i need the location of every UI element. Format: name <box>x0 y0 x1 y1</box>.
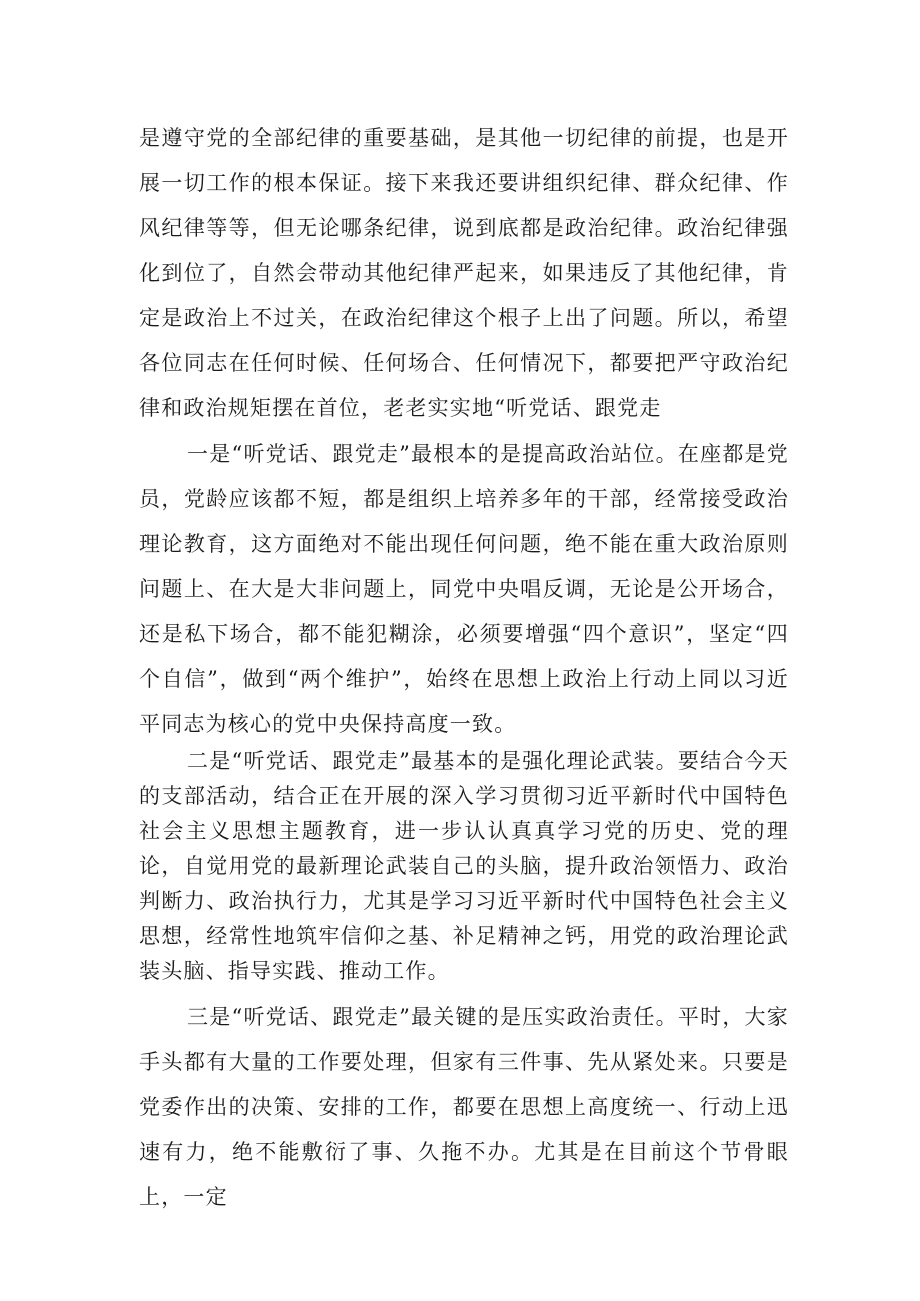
paragraph-discipline-foundation: 是遵守党的全部纪律的重要基础，是其他一切纪律的前提，也是开展一切工作的根本保证。接下来我还要讲组织纪律、群众纪律、作风纪律等等，但无论哪条纪律，说到底都是政治纪律。政治纪律强化到位了，自然会带动其他纪律严起来，如果违反了其他纪律，肯定是政治上不过关，在政治纪律这个根子上出了问题。所以，希望各位同志在任何时候、任何场合、任何情况下，都要把严守政治纪律和政治规矩摆在首位，老老实实地“听党话、跟党走 <box>139 126 789 420</box>
paragraph-political-responsibility: 三是“听党话、跟党走”最关键的是压实政治责任。平时，大家手头都有大量的工作要处理，但家有三件事、先从紧处来。只要是党委作出的决策、安排的工作，都要在思想上高度统一、行动上迅速有力，绝不能敷衍了事、久拖不办。尤其是在目前这个节骨眼上，一定 <box>139 1005 789 1209</box>
paragraph-theory-armament: 二是“听党话、跟党走”最基本的是强化理论武装。要结合今天的支部活动，结合正在开展的深入学习贯彻习近平新时代中国特色社会主义思想主题教育，进一步认认真真学习党的历史、党的理论，自觉用党的最新理论武装自己的头脑，提升政治领悟力、政治判断力、政治执行力，尤其是学习习近平新时代中国特色社会主义思想，经常性地筑牢信仰之基、补足精神之钙，用党的政治理论武装头脑、指导实践、推动工作。 <box>139 749 789 983</box>
paragraph-political-standing: 一是“听党话、跟党走”最根本的是提高政治站位。在座都是党员，党龄应该都不短，都是组织上培养多年的干部，经常接受政治理论教育，这方面绝对不能出现任何问题，绝不能在重大政治原则问题上、在大是大非问题上，同党中央唱反调，无论是公开场合，还是私下场合，都不能犯糊涂，必须要增强“四个意识”，坚定“四个自信”，做到“两个维护”，始终在思想上政治上行动上同以习近平同志为核心的党中央保持高度一致。 <box>139 442 789 736</box>
